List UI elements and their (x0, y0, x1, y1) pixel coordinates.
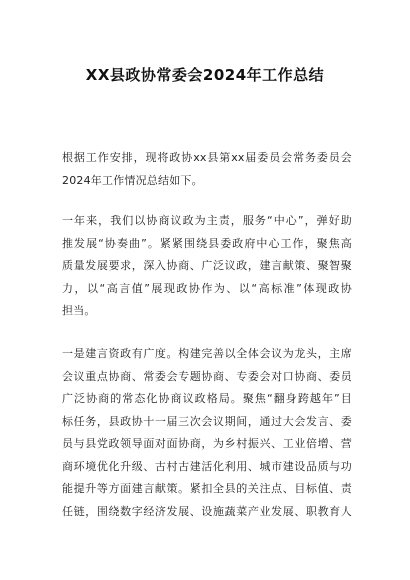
paragraph-line: 会议重点协商、常委会专题协商、专委会对口协商、委员 (62, 369, 352, 383)
paragraph-line: 能提升等方面建言献策。紧扣全县的关注点、目标值、责 (62, 482, 352, 495)
document-title: XX县政协常委会2024年工作总结 (85, 66, 325, 84)
paragraph-line: 2024年工作情况总结如下。 (62, 173, 203, 187)
paragraph-line: 标任务，县政协十一届三次会议期间，通过大会发言、委 (62, 414, 352, 428)
paragraph-line: 担当。 (62, 304, 96, 317)
paragraph-line: 员与县党政领导面对面协商，为乡村振兴、工业倍增、营 (62, 437, 352, 450)
paragraph-line: 任链，围绕数字经济发展、设施蔬菜产业发展、职教育人 (62, 504, 352, 518)
paragraph-line: 根据工作安排，现将政协xx县第xx届委员会常务委员会 (62, 151, 352, 164)
paragraph-line: 商环境优化升级、古村古建活化利用、城市建设品质与功 (62, 459, 352, 473)
paragraph-intro (62, 147, 352, 192)
paragraph-line: 一年来，我们以协商议政为主责，服务“中心”，弹好助 (62, 214, 352, 227)
paragraph-line: 质量发展要求，深入协商、广泛议政，建言献策、聚智聚 (62, 259, 352, 272)
paragraph-advisory (62, 343, 352, 523)
paragraph-line: 一是建言资政有广度。构建完善以全体会议为龙头，主席 (62, 347, 352, 360)
paragraph-line: 力，以“高言值”展现政协作为、以“高标准”体现政协 (62, 281, 352, 295)
paragraph-overview (62, 210, 352, 323)
paragraph-line: 广泛协商的常态化协商议政格局。聚焦“翻身跨越年”目 (62, 392, 352, 405)
paragraph-line: 推发展“协奏曲”。紧紧围绕县委政府中心工作，聚焦高 (62, 236, 352, 250)
